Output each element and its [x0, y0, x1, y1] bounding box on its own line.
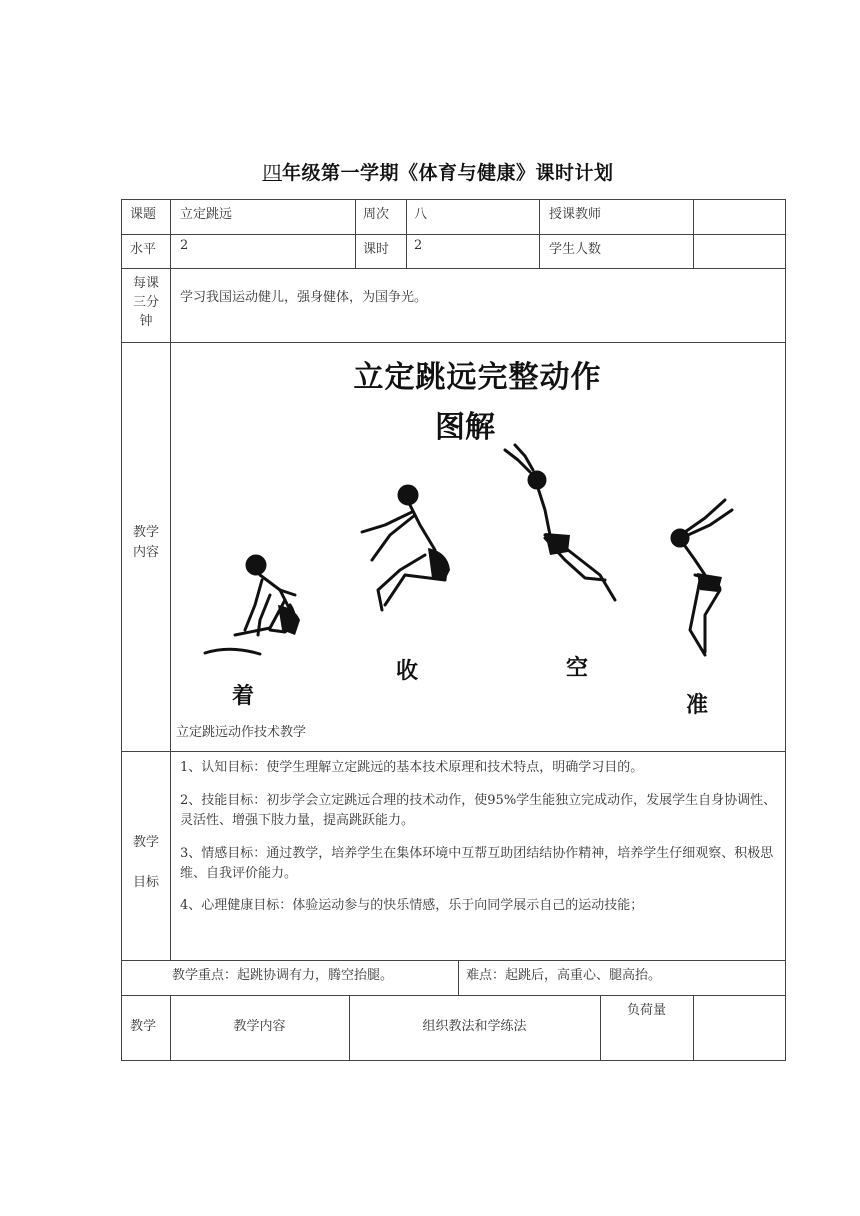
bottom-col-method: 组织教法和学练法 [422, 1019, 527, 1034]
goals-label: 教学 目标 [132, 835, 159, 890]
goal-item-mental-health: 4、心理健康目标：体验运动参与的快乐情感，乐于向同学展示自己的运动技能； [180, 898, 644, 913]
week-label: 周次 [363, 207, 390, 222]
page-title [0, 158, 860, 185]
bottom-col-content: 教学内容 [233, 1019, 286, 1034]
period-value: 2 [414, 238, 423, 253]
level-label: 水平 [130, 242, 157, 257]
jump-phase-illustration [200, 440, 760, 680]
topic-label: 课题 [130, 207, 157, 222]
difficulty-text: 难点：起跳后，高重心、腿高抬。 [466, 968, 662, 983]
teacher-label: 授课教师 [549, 207, 602, 222]
goal-item-skill: 2、技能目标：初步学会立定跳远合理的技术动作，使95%学生能独立完成动作，发展学生自身协调性、灵活性、增强下肢力量，提高跳跃能力。 [180, 793, 777, 828]
three-min-label: 每课 三分 钟 [132, 276, 159, 329]
level-value: 2 [180, 238, 189, 253]
figure-title: 立定跳远完整动作 [353, 360, 602, 395]
bottom-col-load: 负荷量 [626, 1003, 666, 1018]
key-point-text: 教学重点：起跳协调有力，腾空抬腿。 [172, 968, 394, 983]
phase-ready-label: 准 [686, 693, 709, 718]
goal-item-cognitive: 1、认知目标：使学生理解立定跳远的基本技术原理和技术特点，明确学习目的。 [180, 760, 644, 775]
goal-item-emotion: 3、情感目标：通过教学，培养学生在集体环境中互帮互助团结结协作精神，培养学生仔细观察、积极思维、自我评价能力。 [180, 846, 774, 881]
figure-subtitle: 图解 [435, 410, 495, 445]
topic-value: 立定跳远 [180, 207, 233, 222]
landing-figure [205, 556, 295, 654]
title-text: 年级第一学期《体育与健康》课时计划 [282, 162, 614, 184]
phase-air-label: 空 [566, 656, 589, 681]
air-figure [505, 445, 615, 600]
grade-value: 四 [262, 162, 282, 184]
tuck-figure [362, 486, 445, 610]
phase-land-label: 着 [232, 684, 255, 709]
phase-tuck-label: 收 [396, 659, 419, 684]
content-label: 教学 内容 [132, 525, 159, 560]
period-label: 课时 [363, 242, 390, 257]
students-label: 学生人数 [549, 242, 602, 257]
three-min-text: 学习我国运动健儿，强身健体，为国争光。 [180, 290, 428, 305]
bottom-col-teaching: 教学 [130, 1019, 157, 1034]
week-value: 八 [414, 207, 428, 222]
figure-caption: 立定跳远动作技术教学 [176, 725, 307, 740]
